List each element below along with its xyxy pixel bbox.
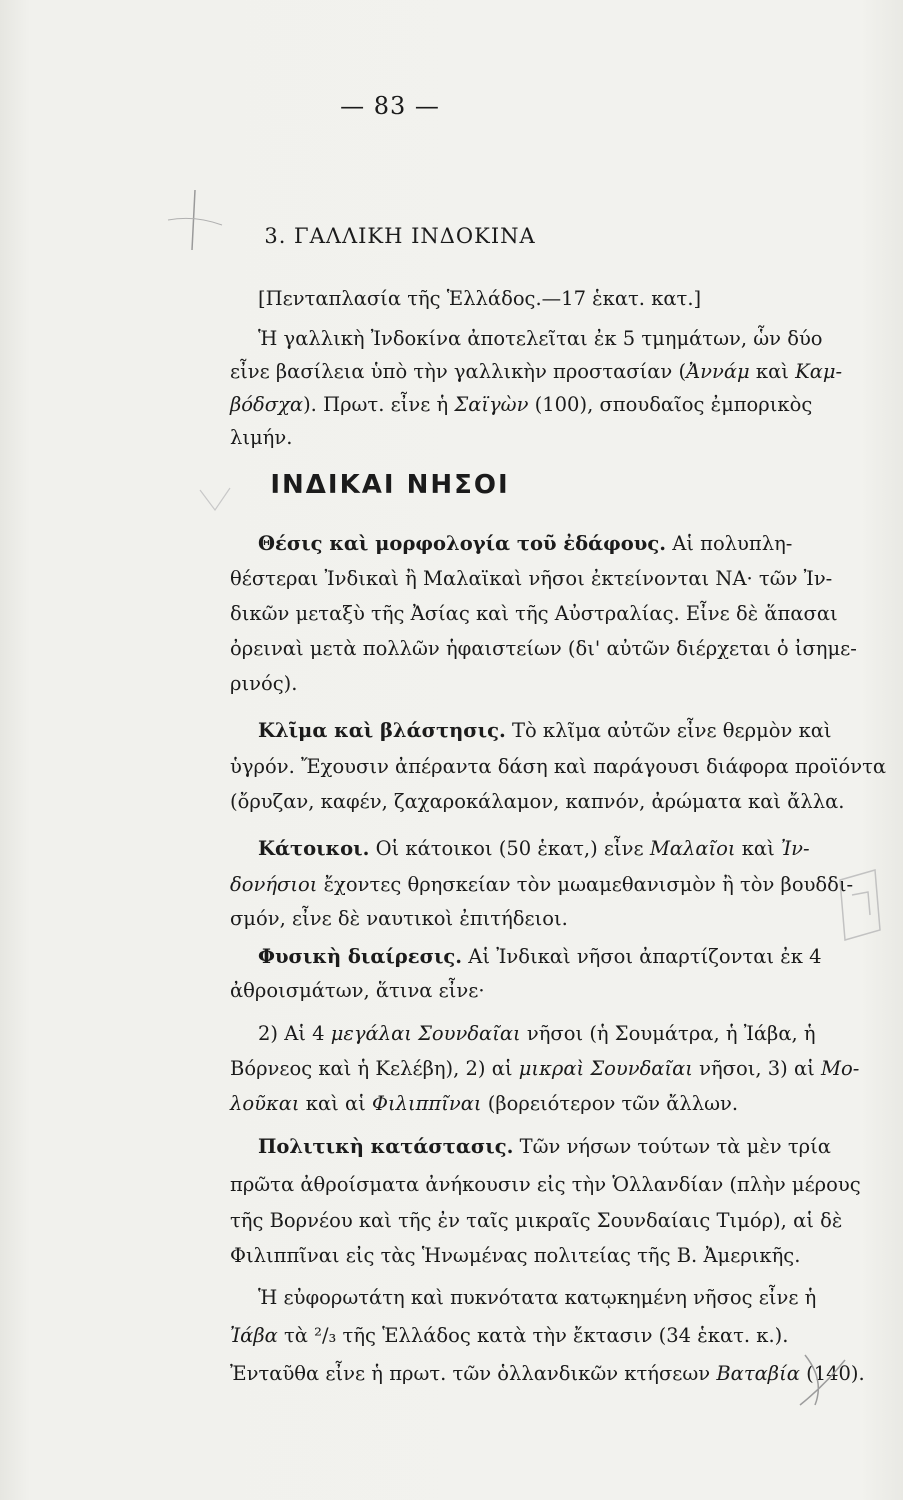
text-line: Ἐνταῦθα εἶνε ἡ πρωτ. τῶν ὁλλανδικῶν κτήσεων Βαταβία (140). — [230, 1362, 865, 1385]
subheading: Πολιτικὴ κατάστασις. — [258, 1135, 514, 1158]
pencil-check-mark — [195, 480, 235, 520]
text-line: ρινός). — [230, 672, 298, 695]
text-line: Φιλιππῖναι εἰς τὰς Ἡνωμένας πολιτείας τῆς Β. Ἀμερικῆς. — [230, 1244, 801, 1267]
subheading: Κάτοικοι. — [258, 837, 370, 860]
text-line: θέστεραι Ἰνδικαὶ ἢ Μαλαϊκαὶ νῆσοι ἐκτείνονται ΝΑ· τῶν Ἰν- — [230, 567, 833, 590]
text-line: ἀθροισμάτων, ἅτινα εἶνε· — [230, 979, 485, 1002]
subheading: Φυσικὴ διαίρεσις. — [258, 945, 463, 968]
text-line: δονήσιοι ἔχοντες θρησκείαν τὸν μωαμεθανισμὸν ἢ τὸν βουδδι- — [230, 873, 854, 896]
subheading: Θέσις καὶ μορφολογία τοῦ ἐδάφους. — [258, 532, 666, 555]
text-line: Πολιτικὴ κατάστασις. Τῶν νήσων τούτων τὰ μὲν τρία — [258, 1135, 831, 1158]
text-line: Κλῖμα καὶ βλάστησις. Τὸ κλῖμα αὐτῶν εἶνε θερμὸν καὶ — [258, 719, 832, 742]
text-line: δικῶν μεταξὺ τῆς Ἀσίας καὶ τῆς Αὐστραλίας. Εἶνε δὲ ἅπασαι — [230, 602, 838, 625]
pencil-x-mark — [795, 1345, 855, 1415]
text-line: Ἡ εὐφορωτάτη καὶ πυκνότατα κατῳκημένη νῆσος εἶνε ἡ — [258, 1286, 817, 1309]
text-line: ὑγρόν. Ἔχουσιν ἀπέραντα δάση καὶ παράγουσι διάφορα προϊόντα — [230, 755, 887, 778]
section-title: 3. ΓΑΛΛΙΚΗ ΙΝΔΟΚΙΝΑ — [264, 224, 536, 248]
margin-stamp-mark — [830, 860, 890, 950]
area-note: [Πενταπλασία τῆς Ἑλλάδος.—17 ἑκατ. κατ.] — [258, 287, 702, 310]
text-line: Κάτοικοι. Οἱ κάτοικοι (50 ἑκατ,) εἶνε Μαλαῖοι καὶ Ἰν- — [258, 837, 810, 860]
text-line: Ἡ γαλλικὴ Ἰνδοκίνα ἀποτελεῖται ἐκ 5 τμημάτων, ὧν δύο — [258, 327, 823, 350]
text-line: λοῦκαι καὶ αἱ Φιλιππῖναι (βορειότερον τῶν ἄλλων. — [230, 1092, 739, 1115]
text-line: Θέσις καὶ μορφολογία τοῦ ἐδάφους. Αἱ πολυπλη- — [258, 532, 793, 555]
text-line: εἶνε βασίλεια ὑπὸ τὴν γαλλικὴν προστασίαν (Ἀννάμ καὶ Καμ- — [230, 360, 843, 383]
subheading: Κλῖμα καὶ βλάστησις. — [258, 719, 506, 742]
text-line: Φυσικὴ διαίρεσις. Αἱ Ἰνδικαὶ νῆσοι ἀπαρτίζονται ἐκ 4 — [258, 945, 822, 968]
text-line: ὀρειναὶ μετὰ πολλῶν ἡφαιστείων (δι' αὐτῶν διέρχεται ὁ ἰσημε- — [230, 637, 857, 660]
text-line: τῆς Βορνέου καὶ τῆς ἐν ταῖς μικραῖς Σουνδαίαις Τιμόρ), αἱ δὲ — [230, 1209, 843, 1232]
text-line: πρῶτα ἀθροίσματα ἀνήκουσιν εἰς τὴν Ὁλλανδίαν (πλὴν μέρους — [230, 1173, 861, 1196]
text-line: 2) Αἱ 4 μεγάλαι Σουνδαῖαι νῆσοι (ἡ Σουμάτρα, ἡ Ἰάβα, ἡ — [258, 1022, 816, 1045]
section-heading: ΙΝΔΙΚΑΙ ΝΗΣΟΙ — [270, 470, 510, 500]
text-line: (ὄρυζαν, καφέν, ζαχαροκάλαμον, καπνόν, ἀρώματα καὶ ἄλλα. — [230, 790, 845, 813]
text-line: βόδσχα). Πρωτ. εἶνε ἡ Σαϊγὼν (100), σπουδαῖος ἐμπορικὸς — [230, 393, 813, 416]
text-line: Ἰάβα τὰ ²/₃ τῆς Ἑλλάδος κατὰ τὴν ἔκτασιν (34 ἑκατ. κ.). — [230, 1324, 789, 1347]
text-line: Βόρνεος καὶ ἡ Κελέβη), 2) αἱ μικραὶ Σουνδαῖαι νῆσοι, 3) αἱ Μο- — [230, 1057, 860, 1080]
text-line: λιμήν. — [230, 426, 293, 449]
page-number: — 83 — — [340, 92, 440, 120]
text-line: σμόν, εἶνε δὲ ναυτικοὶ ἐπιτήδειοι. — [230, 907, 568, 930]
